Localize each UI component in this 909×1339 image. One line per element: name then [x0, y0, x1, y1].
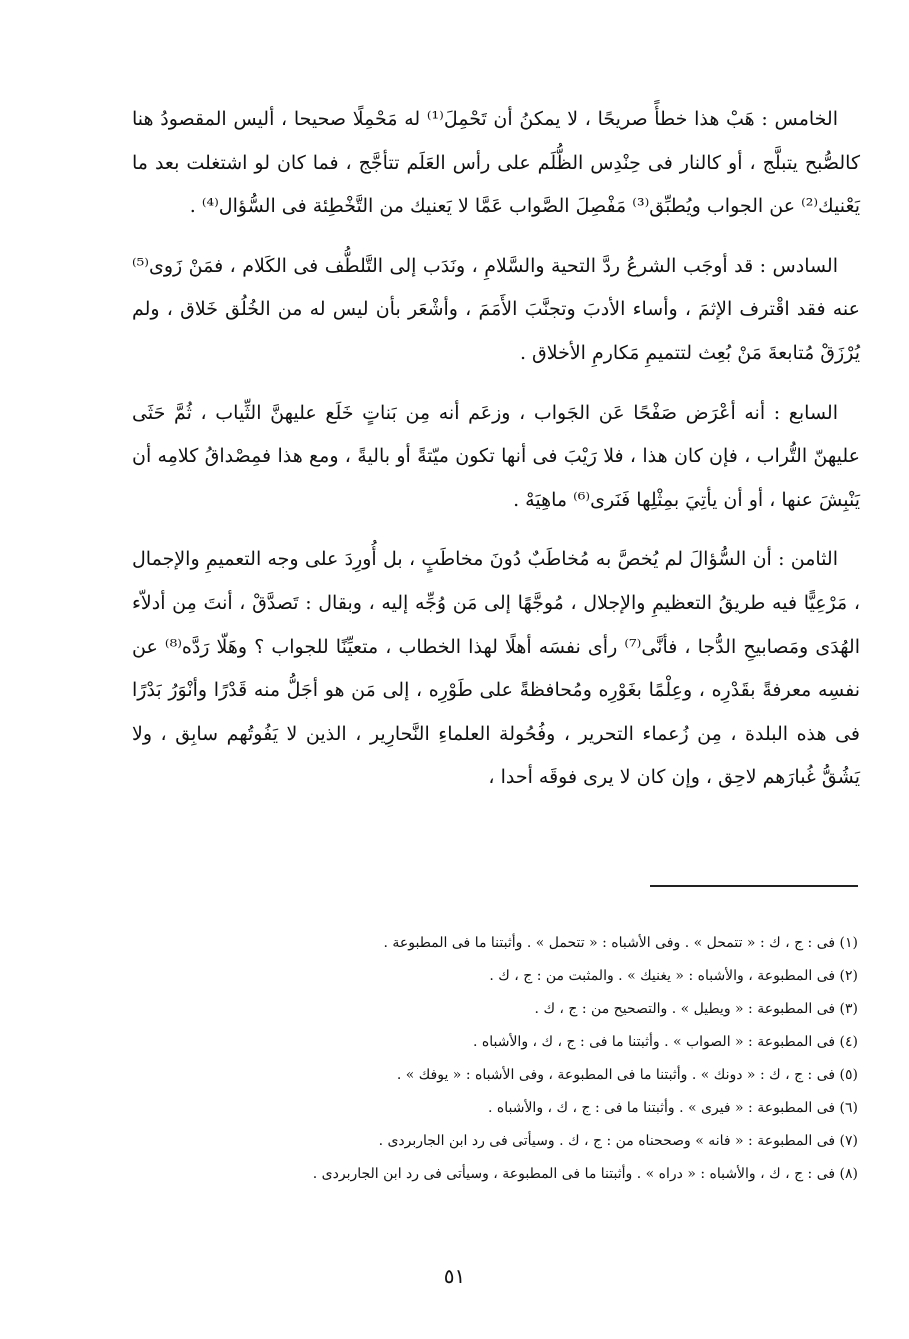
footnote-5: (٥) فى : ج ، ك : « دونك » . وأثبتنا ما فى المطبوعة ، وفى الأشباه : « يوفك » . — [396, 1067, 858, 1083]
footnote-4: (٤) فى المطبوعة : « الصواب » . وأثبتنا ما فى : ج ، ك ، والأشباه . — [472, 1034, 858, 1050]
footnote-7: (٧) فى المطبوعة : « فانه » وصححناه من : ج ، ك . وسيأتى فى رد ابن الجاربردى . — [378, 1133, 858, 1149]
main-text-block — [132, 98, 860, 816]
footnote-6: (٦) فى المطبوعة : « فيرى » . وأثبتنا ما فى : ج ، ك ، والأشباه . — [487, 1100, 858, 1116]
footnote-1: (١) فى : ج ، ك : « تتمحل » . وفى الأشباه : « تتحمل » . وأثبتنا ما فى المطبوعة . — [383, 935, 858, 951]
footnote-8: (٨) فى : ج ، ك ، والأشباه : « دراه » . وأثبتنا ما فى المطبوعة ، وسيأتى فى رد ابن الجاربردى . — [312, 1166, 858, 1182]
paragraph-eighth: الثامن : أن السُّؤالَ لم يُخصَّ به مُخاطَبٌ دُونَ مخاطَبٍ ، بل أُورِدَ على وجه التعميمِ والإجمال ، مَرْعِيًّا فيه طريقُ التعظيمِ والإجلال ، مُوجَّهًا إلى مَن وُجِّه إليه ، وبقال : تَصدَّقْ ، أنتَ مِن أدلاّء الهُدَى ومَصابيحِ الدُّجا ، فأنَّى⁽⁷⁾ رأى نفسَه أهلًا لهذا الخطاب ، متعيِّنًا للجواب ؟ وهَلّا رَدَّه⁽⁸⁾ عن نفسِه معرفةً بقَدْرِه ، وعِلْمًا بغَوْرِه ومُحافظةً على طَوْرِه ، إلى مَن هو أجَلُّ منه قَدْرًا وأنْوَرُ بَدْرًا فى هذه البلدة ، مِن زُعماء التحرير ، وفُحُولة العلماءِ النَّحارِير ، الذين لا يَفُوتُهم سابِق ، ولا يَشُقُّ غُبارَهم لاحِق ، وإن كان لا يرى فوقَه أحدا ، — [132, 548, 861, 789]
footnote-divider — [650, 885, 858, 887]
footnotes-block — [300, 927, 858, 1191]
paragraph-sixth: السادس : قد أوجَب الشرعُ ردَّ التحية والسَّلامِ ، ونَدَب إلى التَّلطُّف فى الكَلام ، فمَنْ زَوى⁽⁵⁾ عنه فقد اقْترف الإثمَ ، وأساء الأدبَ وتجنَّبَ الأَمَمَ ، وأشْعَر بأن ليس له من الخُلُق خَلاق ، ولم يُرْزَقْ مُتابعةَ مَنْ بُعِث لتتميمِ مَكارمِ الأخلاق . — [132, 254, 860, 364]
footnote-3: (٣) فى المطبوعة : « ويطيل » . والتصحيح من : ج ، ك . — [534, 1001, 858, 1017]
paragraph-seventh: السابع : أنه أعْرَض صَفْحًا عَن الجَواب ، وزعَم أنه مِن بَناتٍ خَلَع عليهنَّ الثِّياب ، ثُمَّ حَثَى عليهنّ التُّراب ، فإن كان هذا ، فلا رَيْبَ فى أنها تكون ميّتةً أو باليةً ، ومع هذا فمِصْداقُ كلامِه أن يَنْبِشَ عنها ، أو أن يأتِيَ بمِثْلِها فَنَرى⁽⁶⁾ ماهِيَهْ . — [132, 401, 860, 511]
paragraph-fifth: الخامس : هَبْ هذا خطأً صريحًا ، لا يمكنُ أن تَحْمِلَ⁽¹⁾ له مَحْمِلًا صحيحا ، أليس المقصودُ هنا كالصُّبح يتبلَّج ، أو كالنار فى حِنْدِس الظُّلَم على رأس العَلَم تتأجَّج ، فما كان لو اشتغلت بعد ما يَعْنيك⁽²⁾ عن الجواب ويُطبِّق⁽³⁾ مَفْصِلَ الصَّواب عَمَّا لا يَعنيك من التَّخْطِئة فى السُّؤال⁽⁴⁾ . — [132, 108, 860, 218]
footnote-2: (٢) فى المطبوعة ، والأشباه : « يغنيك » . والمثبت من : ج ، ك . — [489, 968, 858, 984]
page-number: ٥١ — [443, 1264, 466, 1288]
